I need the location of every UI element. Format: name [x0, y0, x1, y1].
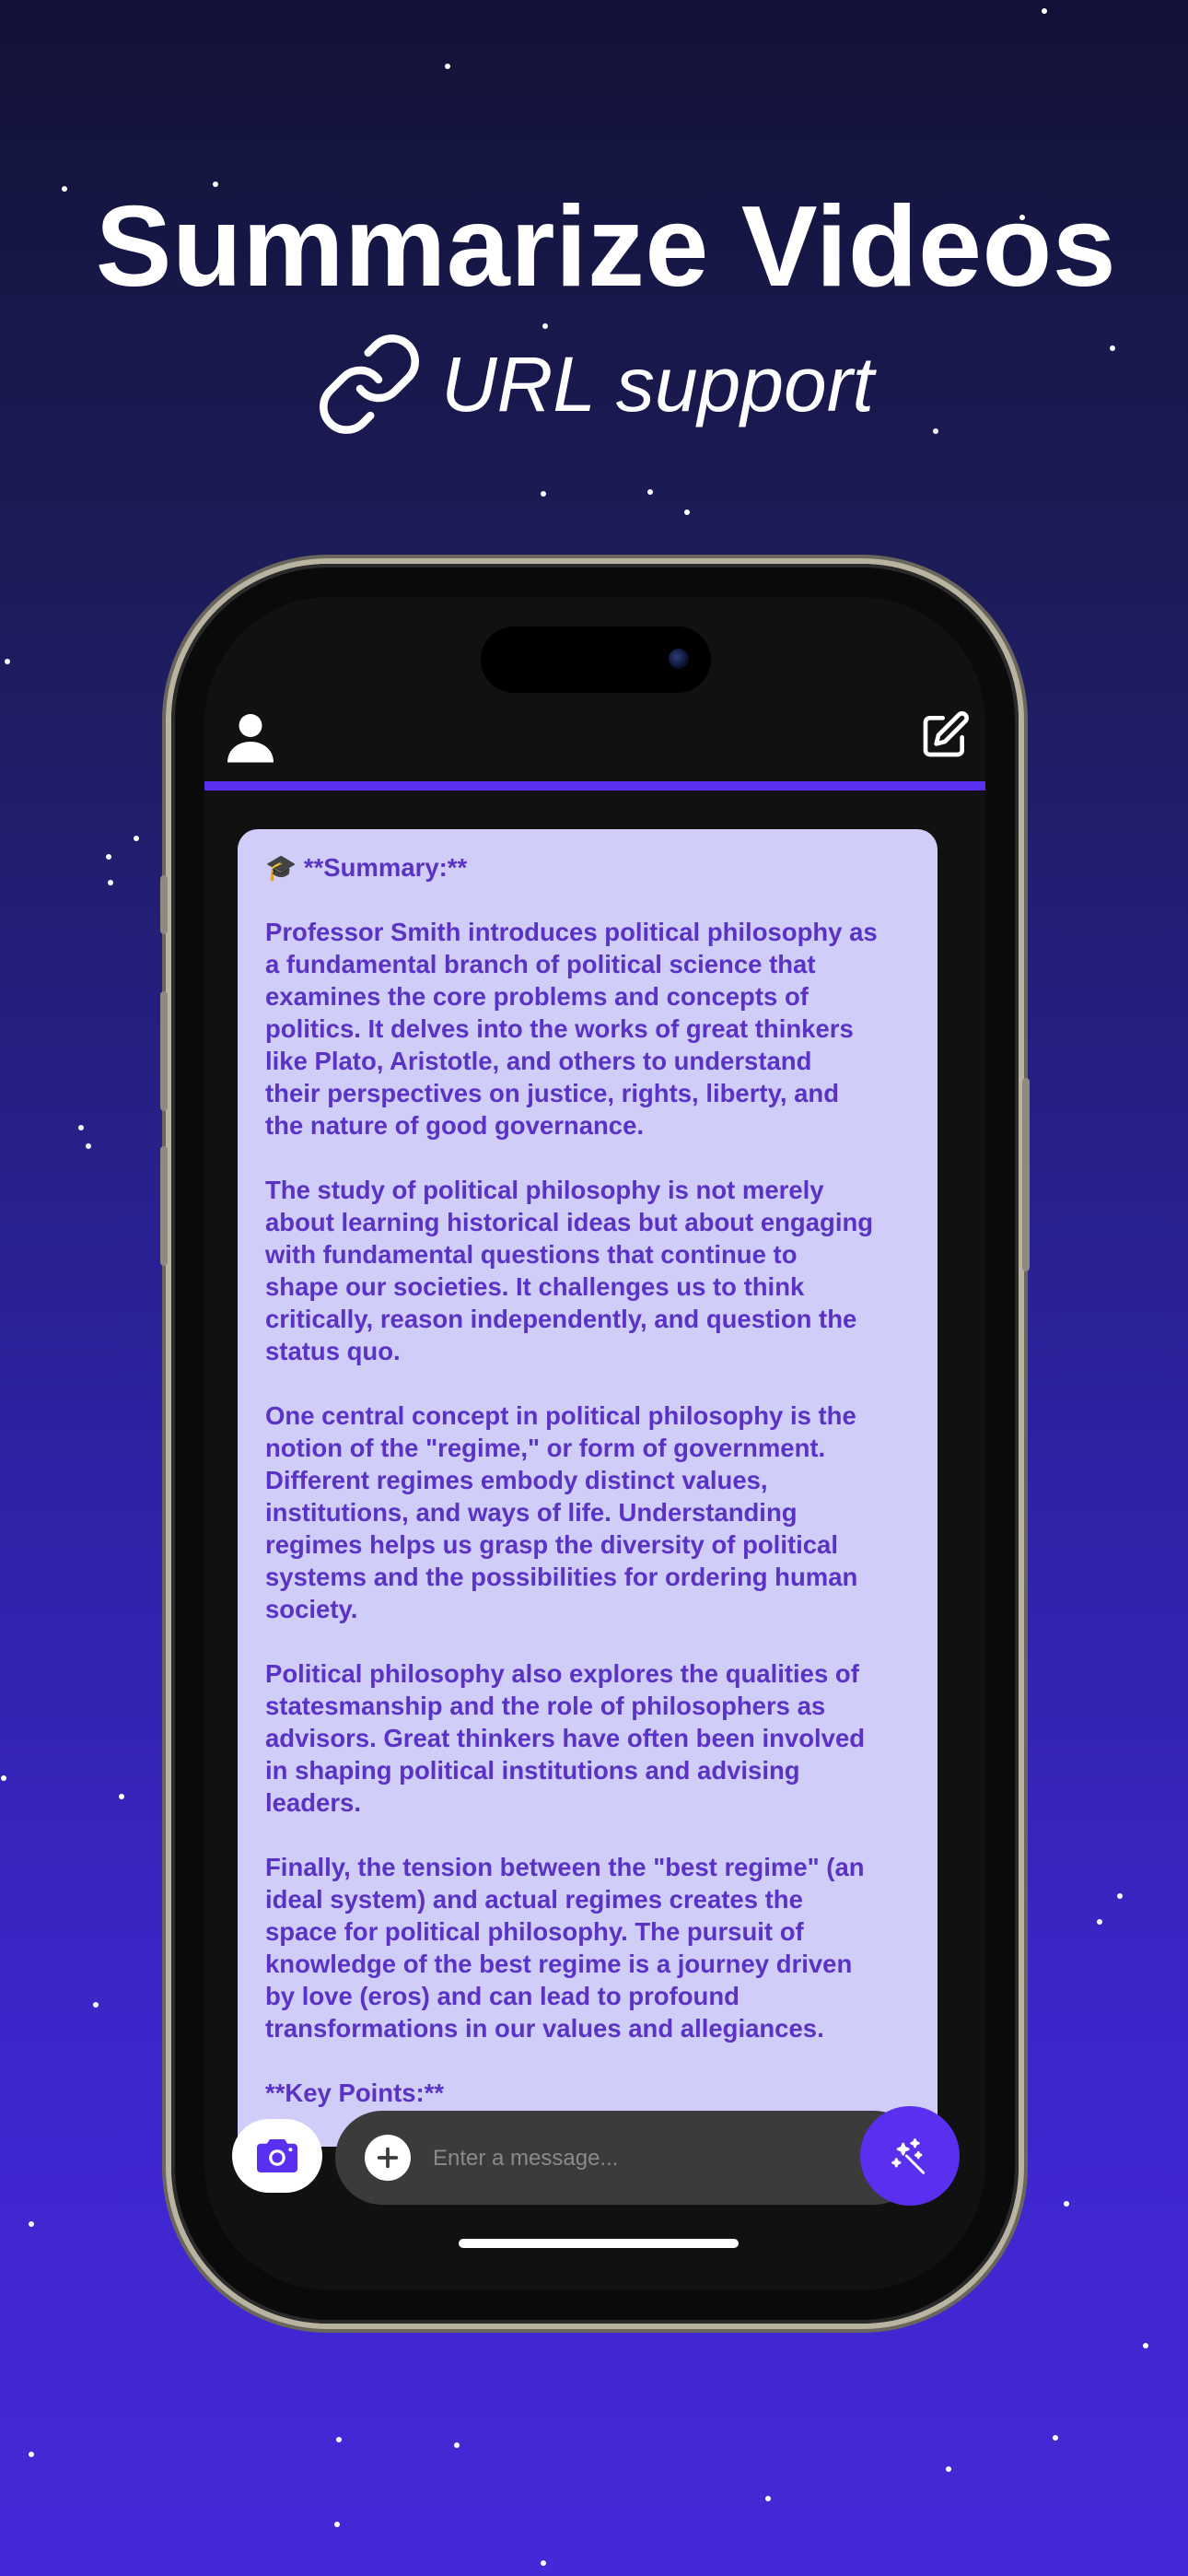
summary-text: 🎓 **Summary:** Professor Smith introduces political philosophy as a fundamental branch of political science that examines the core problems and concepts of politics. It delves into the works of great thinkers like Plato, Aristotle, and others to understand their perspectives on justice, rights, liberty, and the nature of good governance. The study of political philosophy is not merely about learning historical ideas but about engaging with fundamental questions that continue to shape our societies. It challenges us to think critically, reason independently, and question the status quo. One central concept in political philosophy is the notion of the "regime," or form of government. Different regimes embody distinct values, institutions, and ways of life. Understanding regimes helps us grasp the diversity of political systems and the possibilities for ordering human society. Political philosophy also explores the qualities of statesmanship and the role of philosophers as advisors. Great thinkers have often been involved in shaping political institutions and advising leaders. Finally, the tension between the "best regime" (an ideal system) and actual regimes creates the space for political philosophy. The pursuit of knowledge of the best regime is a journey driven by love (eros) and can lead to profound transformations in our values and allegiances. **Key Points:**: [265, 853, 878, 2107]
phone-mockup: [171, 564, 1019, 2324]
add-attachment-button[interactable]: [365, 2135, 411, 2181]
headline: Summarize Videos: [95, 183, 1117, 310]
edit-icon[interactable]: [919, 709, 971, 761]
subheadline-row: [0, 324, 1188, 444]
summarize-send-button[interactable]: [860, 2106, 960, 2206]
link-icon: [314, 329, 425, 439]
front-camera: [669, 649, 689, 669]
power-button: [1022, 1078, 1030, 1271]
home-indicator: [459, 2239, 739, 2248]
volume-down-button: [160, 1146, 168, 1266]
person-icon[interactable]: [223, 709, 278, 765]
subheadline: URL support: [440, 341, 875, 427]
summary-message-card[interactable]: [238, 829, 938, 2147]
dynamic-island: [481, 626, 711, 693]
volume-up-button: [160, 991, 168, 1111]
plus-icon: [375, 2145, 401, 2171]
camera-button[interactable]: [232, 2119, 322, 2193]
action-button: [160, 875, 168, 934]
magic-wand-icon: [890, 2136, 930, 2176]
camera-icon: [255, 2137, 299, 2174]
message-input[interactable]: [431, 2137, 785, 2181]
header-divider: [204, 781, 985, 790]
message-composer: [335, 2111, 921, 2205]
app-screen: [204, 597, 985, 2290]
